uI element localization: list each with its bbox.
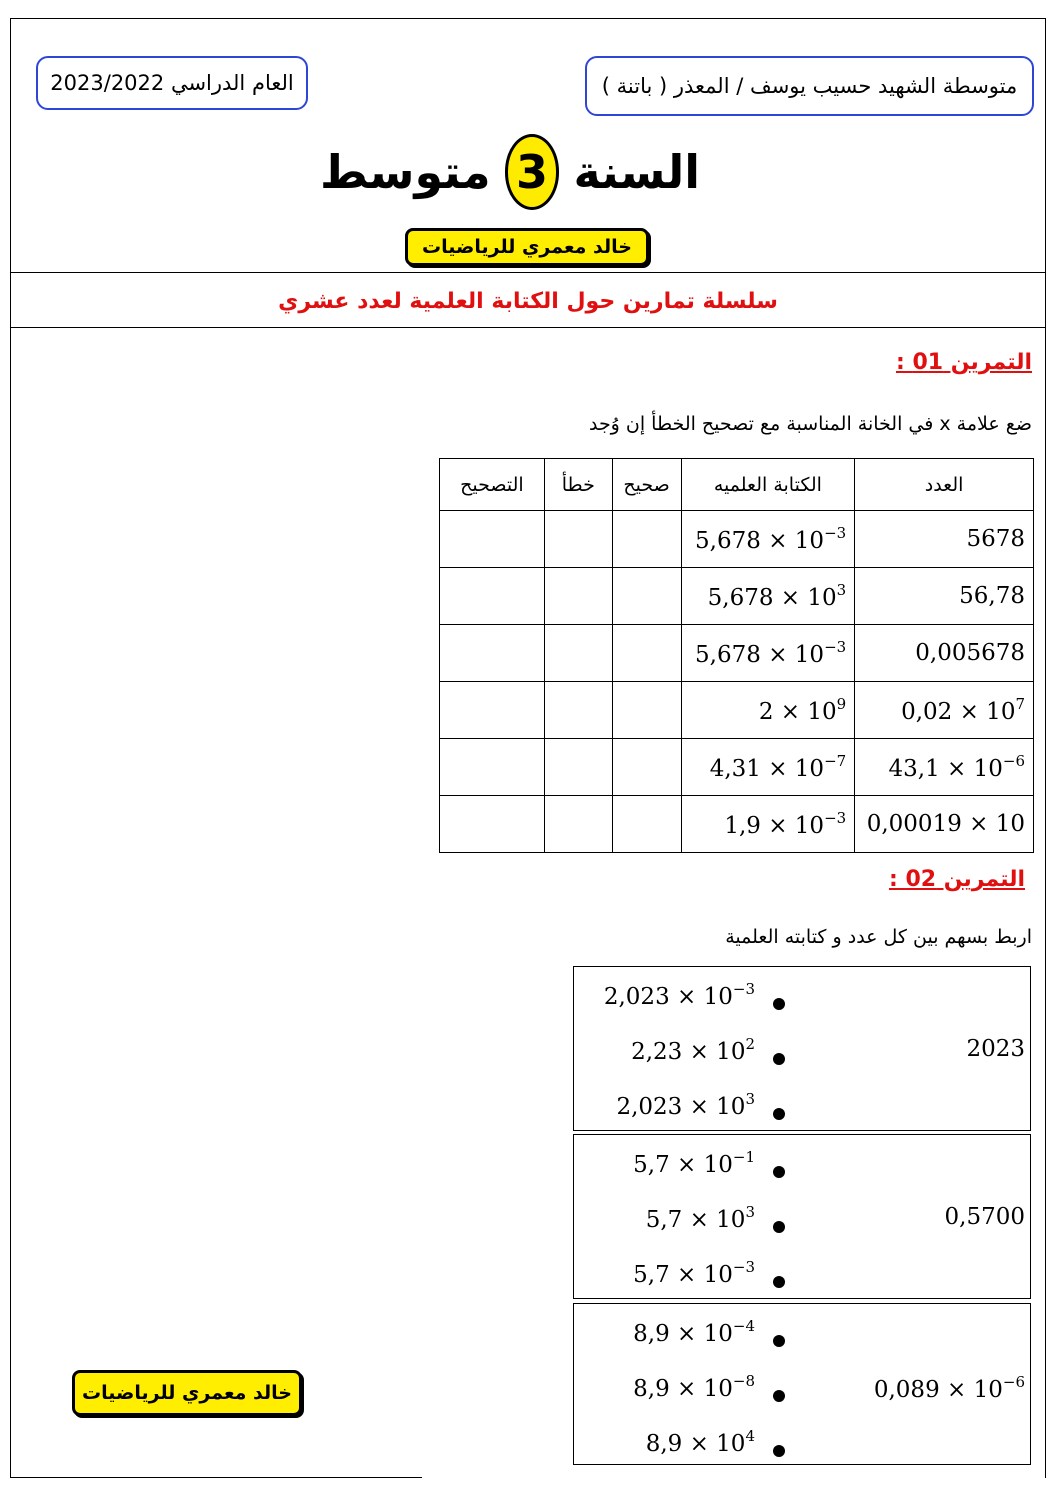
- scientific-value-base: 2 × 10: [758, 699, 837, 725]
- option-value: [645, 1427, 755, 1457]
- author-name: خالد معمري للرياضيات: [422, 236, 632, 258]
- wrong-cell[interactable]: [544, 739, 612, 796]
- header-scientific: الكتابة العلميه: [681, 459, 855, 511]
- match-number: [874, 1373, 1025, 1403]
- scientific-value-exponent: −3: [824, 638, 847, 656]
- match-dot[interactable]: [773, 1108, 785, 1120]
- number-value-base: 0,005678: [915, 640, 1025, 666]
- scientific-value: [709, 752, 847, 782]
- scientific-value: [724, 809, 847, 839]
- number-value-base: 0,02 × 10: [901, 699, 1016, 725]
- option-value: [633, 1317, 755, 1347]
- option-value: [616, 1090, 755, 1120]
- scientific-value: [707, 581, 847, 611]
- wrong-cell[interactable]: [544, 625, 612, 682]
- number-value-base: 43,1 × 10: [888, 756, 1003, 782]
- match-option: [631, 1035, 755, 1065]
- option-value: [631, 1035, 755, 1065]
- correct-cell[interactable]: [612, 739, 681, 796]
- table-row: [440, 796, 1034, 853]
- option-value: [645, 1203, 755, 1233]
- correct-cell[interactable]: [612, 511, 681, 568]
- scientific-value-exponent: 9: [836, 695, 847, 713]
- match-option: [633, 1258, 755, 1288]
- option-value: [633, 1258, 755, 1288]
- match-option: [616, 1090, 755, 1120]
- exercise-2-title: التمرين 02 :: [888, 867, 1025, 892]
- number-value: [888, 752, 1026, 782]
- number-value-base: 0,089 × 10: [873, 1377, 1003, 1403]
- scientific-value-base: 5,678 × 10: [707, 585, 837, 611]
- correct-cell[interactable]: [612, 796, 681, 853]
- table-row: [440, 511, 1034, 568]
- option-value: [603, 980, 755, 1010]
- divider-series: [10, 327, 1046, 328]
- wrong-cell[interactable]: [544, 568, 612, 625]
- divider-header: [10, 272, 1046, 273]
- wrong-cell[interactable]: [544, 511, 612, 568]
- correction-cell[interactable]: [440, 625, 545, 682]
- bottom-border: [10, 1477, 422, 1478]
- table-row: [440, 739, 1034, 796]
- option-value-exponent: −8: [732, 1372, 755, 1390]
- scientific-cell: [681, 511, 855, 568]
- option-value-base: 5,7 × 10: [633, 1152, 733, 1178]
- scientific-value-base: 1,9 × 10: [724, 813, 825, 839]
- number-value: [966, 526, 1025, 552]
- correction-cell[interactable]: [440, 796, 545, 853]
- match-dot[interactable]: [773, 1221, 785, 1233]
- exercise-1-title: التمرين 01 :: [895, 350, 1032, 375]
- scientific-value-base: 5,678 × 10: [695, 528, 825, 554]
- scientific-cell: [681, 682, 855, 739]
- option-value-exponent: 3: [745, 1203, 755, 1221]
- number-value-exponent: 7: [1015, 695, 1025, 713]
- match-number: [945, 1204, 1025, 1230]
- correction-cell[interactable]: [440, 682, 545, 739]
- number-value-base: 0,5700: [944, 1204, 1025, 1230]
- wrong-cell[interactable]: [544, 796, 612, 853]
- exercise-2-instruction: اربط بسهم بين كل عدد و كتابته العلمية: [725, 926, 1032, 948]
- correction-cell[interactable]: [440, 568, 545, 625]
- option-value-base: 8,9 × 10: [645, 1431, 746, 1457]
- exercise-1-table: [439, 458, 1034, 853]
- scientific-value-exponent: −7: [824, 752, 847, 770]
- number-cell: [855, 796, 1034, 853]
- school-year: العام الدراسي 2023/2022: [50, 71, 294, 95]
- scientific-value: [758, 695, 847, 725]
- footer-author-name: خالد معمري للرياضيات: [82, 1382, 292, 1404]
- match-option: [633, 1372, 755, 1402]
- option-value-exponent: −3: [732, 980, 755, 998]
- number-value-base: 56,78: [959, 583, 1025, 609]
- number-value: [901, 695, 1025, 725]
- school-box: [585, 56, 1034, 116]
- table-row: [440, 568, 1034, 625]
- match-dot[interactable]: [773, 1166, 785, 1178]
- option-value: [633, 1372, 755, 1402]
- option-value-exponent: 4: [745, 1427, 755, 1445]
- school-name: متوسطة الشهيد حسيب يوسف / المعذر ( باتنة ): [601, 74, 1018, 98]
- scientific-cell: [681, 568, 855, 625]
- header-wrong: خطأ: [544, 459, 612, 511]
- match-dot[interactable]: [773, 1445, 785, 1457]
- number-cell: [855, 568, 1034, 625]
- option-value-exponent: 3: [745, 1090, 755, 1108]
- number-value: [959, 583, 1025, 609]
- scientific-value: [695, 524, 847, 554]
- match-option: [646, 1203, 755, 1233]
- match-option: [633, 1148, 755, 1178]
- table-row: [440, 682, 1034, 739]
- option-value-exponent: −3: [732, 1258, 755, 1276]
- correct-cell[interactable]: [612, 568, 681, 625]
- number-value-exponent: −6: [1002, 752, 1025, 770]
- scientific-value-exponent: −3: [824, 524, 847, 542]
- option-value-base: 8,9 × 10: [633, 1321, 733, 1347]
- level-number-circle: 3: [505, 134, 560, 210]
- match-dot[interactable]: [773, 1390, 785, 1402]
- scientific-cell: [681, 625, 855, 682]
- scientific-value: [695, 638, 847, 668]
- match-option: [633, 1317, 755, 1347]
- number-value: [945, 1204, 1025, 1230]
- scientific-cell: [681, 739, 855, 796]
- scientific-cell: [681, 796, 855, 853]
- header-correction: التصحيح: [440, 459, 545, 511]
- match-dot[interactable]: [773, 1335, 785, 1347]
- correct-cell[interactable]: [612, 682, 681, 739]
- option-value-exponent: −1: [732, 1148, 755, 1166]
- number-value-base: 0,00019 × 10: [866, 811, 1025, 837]
- scientific-value-base: 5,678 × 10: [695, 642, 825, 668]
- table-row: [440, 625, 1034, 682]
- number-cell: [855, 682, 1034, 739]
- number-value-exponent: −6: [1002, 1373, 1025, 1391]
- scientific-value-base: 4,31 × 10: [709, 756, 825, 782]
- series-title-text: سلسلة تمارين حول الكتابة العلمية لعدد عشري: [278, 288, 778, 314]
- year-box: [36, 56, 308, 110]
- match-option: [604, 980, 755, 1010]
- header-correct: صحيح: [612, 459, 681, 511]
- footer-author-badge: [72, 1370, 302, 1416]
- match-dot[interactable]: [773, 1276, 785, 1288]
- number-cell: [855, 511, 1034, 568]
- number-cell: [855, 739, 1034, 796]
- option-value: [633, 1148, 755, 1178]
- number-value-base: 2023: [966, 1036, 1025, 1062]
- number-cell: [855, 625, 1034, 682]
- option-value-exponent: −4: [732, 1317, 755, 1335]
- exercise-1-instruction: ضع علامة x في الخانة المناسبة مع تصحيح الخطأ إن وُجد: [588, 413, 1032, 435]
- match-number: [966, 1036, 1025, 1062]
- option-value-base: 2,023 × 10: [603, 984, 733, 1010]
- option-value-exponent: 2: [745, 1035, 755, 1053]
- level-word-1: السنة: [573, 145, 700, 199]
- match-dot[interactable]: [773, 1053, 785, 1065]
- match-dot[interactable]: [773, 998, 785, 1010]
- number-value: [915, 640, 1025, 666]
- option-value-base: 5,7 × 10: [645, 1207, 746, 1233]
- number-value: [873, 1373, 1025, 1403]
- scientific-value-exponent: 3: [836, 581, 847, 599]
- series-title: [10, 275, 1046, 327]
- number-value: [966, 1036, 1025, 1062]
- number-value-base: 5678: [966, 526, 1025, 552]
- correction-cell[interactable]: [440, 739, 545, 796]
- level-title: [320, 122, 700, 222]
- option-value-base: 5,7 × 10: [633, 1262, 733, 1288]
- author-badge: [405, 228, 649, 266]
- option-value-base: 2,023 × 10: [616, 1094, 746, 1120]
- level-word-2: متوسط: [320, 145, 491, 199]
- number-value: [867, 811, 1025, 837]
- wrong-cell[interactable]: [544, 682, 612, 739]
- scientific-value-exponent: −3: [824, 809, 847, 827]
- header-number: العدد: [855, 459, 1034, 511]
- correction-cell[interactable]: [440, 511, 545, 568]
- correct-cell[interactable]: [612, 625, 681, 682]
- option-value-base: 8,9 × 10: [633, 1376, 733, 1402]
- match-option: [646, 1427, 755, 1457]
- option-value-base: 2,23 × 10: [631, 1039, 746, 1065]
